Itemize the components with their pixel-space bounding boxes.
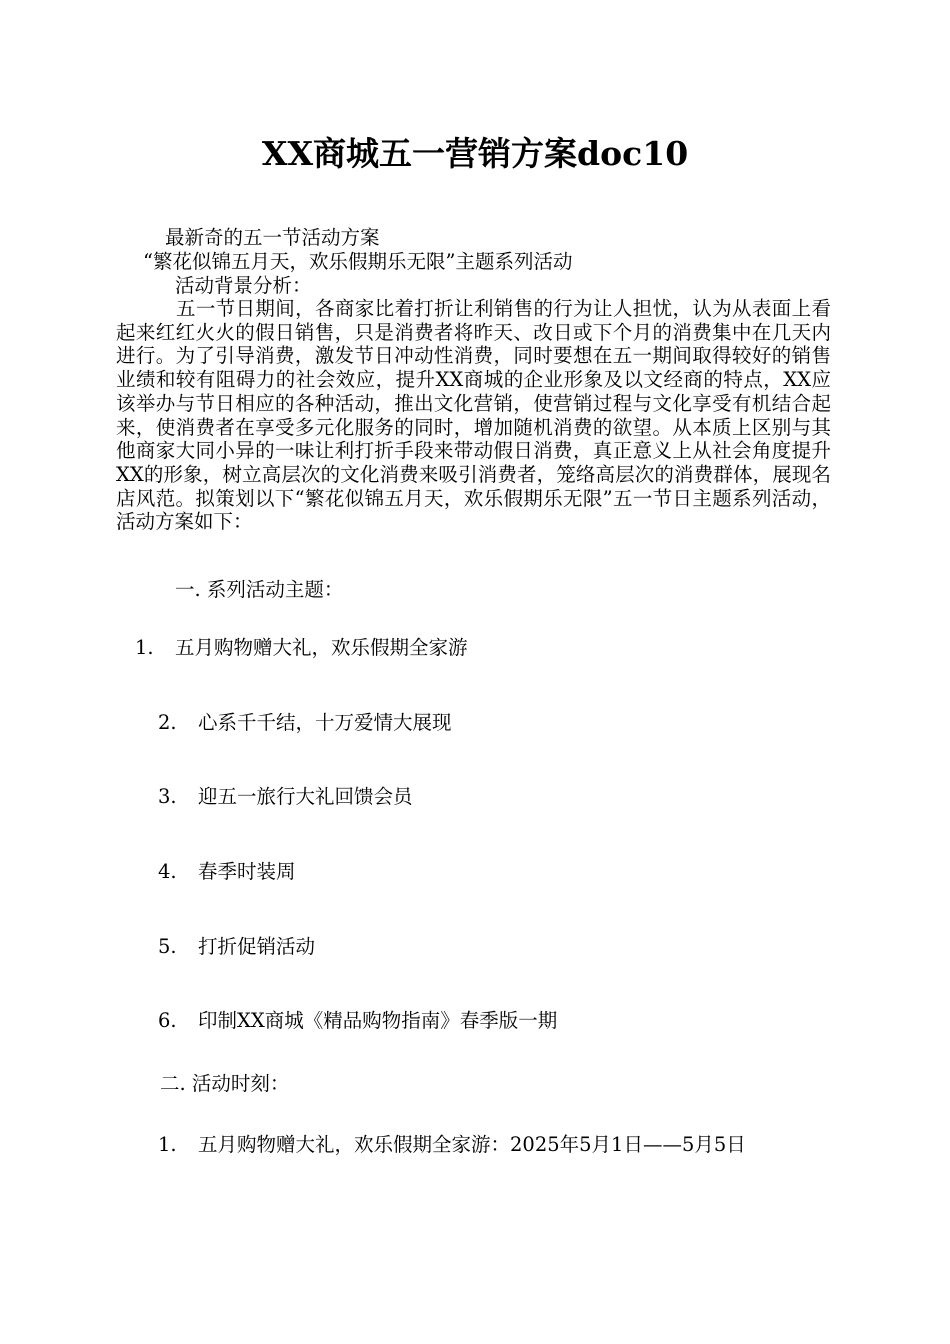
- list-item-text: 春季时装周: [198, 860, 296, 883]
- list-item: [158, 935, 315, 959]
- list-item-text: 五月购物赠大礼，欢乐假期全家游：2025年5月1日——5月5日: [198, 1133, 746, 1156]
- document-title: XX商城五一营销方案doc10: [261, 134, 689, 173]
- list-item-number: 5.: [158, 935, 177, 958]
- list-item: [158, 1009, 557, 1033]
- list-item-number: 3.: [158, 785, 177, 808]
- list-item-text: 五月购物赠大礼，欢乐假期全家游: [175, 636, 468, 659]
- list-item-number: 1.: [158, 1133, 177, 1156]
- list-item: [158, 1133, 746, 1157]
- list-item: [158, 860, 296, 884]
- subtitle: 最新奇的五一节活动方案: [165, 226, 380, 249]
- section1-heading: 一. 系列活动主题：: [175, 578, 344, 601]
- list-item-text: 印制XX商城《精品购物指南》春季版一期: [198, 1009, 558, 1032]
- list-item-number: 4.: [158, 860, 177, 883]
- list-item: [135, 636, 468, 660]
- theme-line: “繁花似锦五月天，欢乐假期乐无限”主题系列活动: [143, 250, 573, 273]
- background-paragraph: 五一节日期间，各商家比着打折让利销售的行为让人担忧，认为从表面上看起来红红火火的假日销售，只是消费者将昨天、改日或下个月的消费集中在几天内进行。为了引导消费，激发节日冲动性消费，同时要想在五一期间取得较好的销售业绩和较有阻碍力的社会效应，提升XX商城的企业形象及以文经商的特点，XX应该举办与节日相应的各种活动，推出文化营销，使营销过程与文化享受有机结合起来，使消费者在享受多元化服务的同时，增加随机消费的欲望。从本质上区别与其他商家大同小异的一味让利打折手段来带动假日消费，真正意义上从社会角度提升XX的形象，树立高层次的文化消费来吸引消费者，笼络高层次的消费群体，展现名店风范。拟策划以下“繁花似锦五月天，欢乐假期乐无限”五一节日主题系列活动，活动方案如下：: [116, 297, 831, 534]
- list-item-number: 1.: [135, 636, 154, 659]
- list-item-number: 2.: [158, 711, 177, 734]
- list-item-text: 心系千千结，十万爱情大展现: [198, 711, 452, 734]
- background-heading: 活动背景分析：: [175, 274, 312, 297]
- section2-heading: 二. 活动时刻：: [160, 1072, 290, 1095]
- list-item: [158, 785, 413, 809]
- list-item-text: 打折促销活动: [198, 935, 316, 958]
- list-item: [158, 711, 452, 735]
- list-item-text: 迎五一旅行大礼回馈会员: [198, 785, 413, 808]
- list-item-number: 6.: [158, 1009, 177, 1032]
